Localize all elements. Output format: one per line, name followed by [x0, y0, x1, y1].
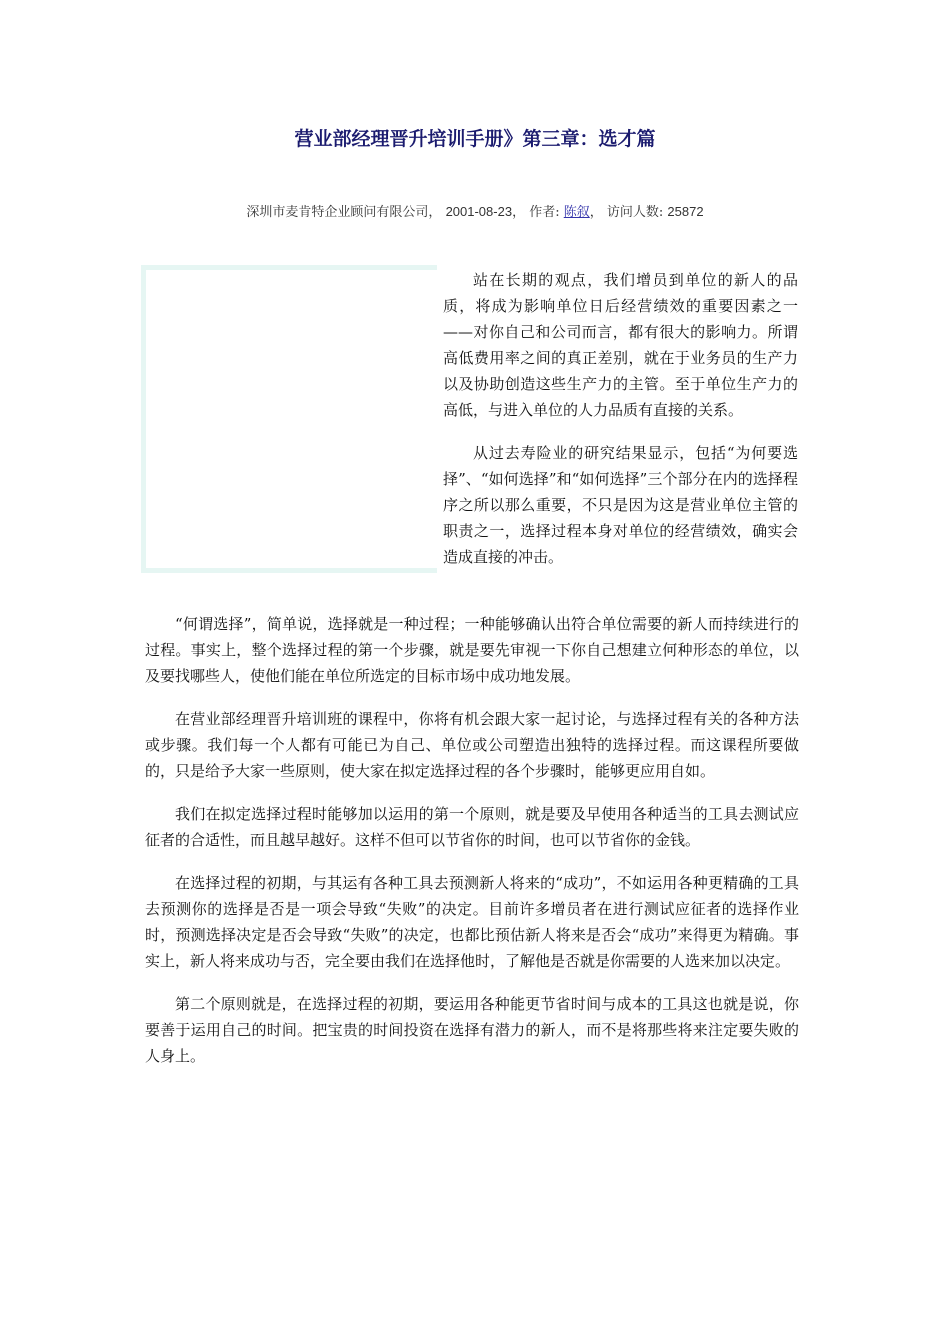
meta-author-label: 作者:: [529, 205, 564, 220]
meta-visits-count: 25872: [667, 204, 704, 219]
meta-date: 2001-08-23: [445, 204, 513, 219]
author-link[interactable]: 陈叙: [563, 205, 590, 220]
article-body: [145, 611, 799, 1069]
article-meta: [0, 201, 950, 220]
paragraph: 在营业部经理晋升培训班的课程中，你将有机会跟大家一起讨论，与选择过程有关的各种方法或步骤。我们每一个人都有可能已为自己、单位或公司塑造出独特的选择过程。而这课程所要做的，只是给予大家一些原则，使大家在拟定选择过程的各个步骤时，能够更应用自如。: [145, 710, 799, 780]
paragraph: “何谓选择”，简单说，选择就是一种过程；一种能够确认出符合单位需要的新人而持续进行的过程。事实上，整个选择过程的第一个步骤，就是要先审视一下你自己想建立何种形态的单位，以及要找哪些人，使他们能在单位所选定的目标市场中成功地发展。: [145, 615, 799, 685]
meta-separator: ，: [512, 205, 526, 220]
meta-company: 深圳市麦肯特企业顾问有限公司，: [246, 205, 442, 220]
article-title: 营业部经理晋升培训手册》第三章：选才篇: [294, 128, 656, 150]
paragraph: 站在长期的观点，我们增员到单位的新人的品质，将成为影响单位日后经营绩效的重要因素之一——对你自己和公司而言，都有很大的影响力。所谓高低费用率之间的真正差别，就在于业务员的生产力以及协助创造这些生产力的主管。至于单位生产力的高低，与进入单位的人力品质有直接的关系。: [443, 271, 798, 419]
paragraph: 从过去寿险业的研究结果显示，包括“为何要选择”、“如何选择”和“如何选择”三个部分在内的选择程序之所以那么重要，不只是因为这是营业单位主管的职责之一，选择过程本身对单位的经营绩效，确实会造成直接的冲击。: [443, 444, 798, 566]
meta-separator: ，: [589, 205, 603, 220]
ad-placeholder: [141, 265, 437, 573]
paragraph: 我们在拟定选择过程时能够加以运用的第一个原则，就是要及早使用各种适当的工具去测试应征者的合适性，而且越早越好。这样不但可以节省你的时间，也可以节省你的金钱。: [145, 805, 799, 849]
article-intro: [443, 267, 798, 570]
meta-visits-label: 访问人数:: [606, 205, 668, 220]
paragraph: 第二个原则就是，在选择过程的初期，要运用各种能更节省时间与成本的工具这也就是说，你要善于运用自己的时间。把宝贵的时间投资在选择有潜力的新人，而不是将那些将来注定要失败的人身上。: [145, 995, 799, 1065]
paragraph: 在选择过程的初期，与其运有各种工具去预测新人将来的“成功”，不如运用各种更精确的工具去预测你的选择是否是一项会导致“失败”的决定。目前许多增员者在进行测试应征者的选择作业时，预测选择决定是否会导致“失败”的决定，也都比预估新人将来是否会“成功”来得更为精确。事实上，新人将来成功与否，完全要由我们在选择他时，了解他是否就是你需要的人选来加以决定。: [145, 874, 799, 970]
